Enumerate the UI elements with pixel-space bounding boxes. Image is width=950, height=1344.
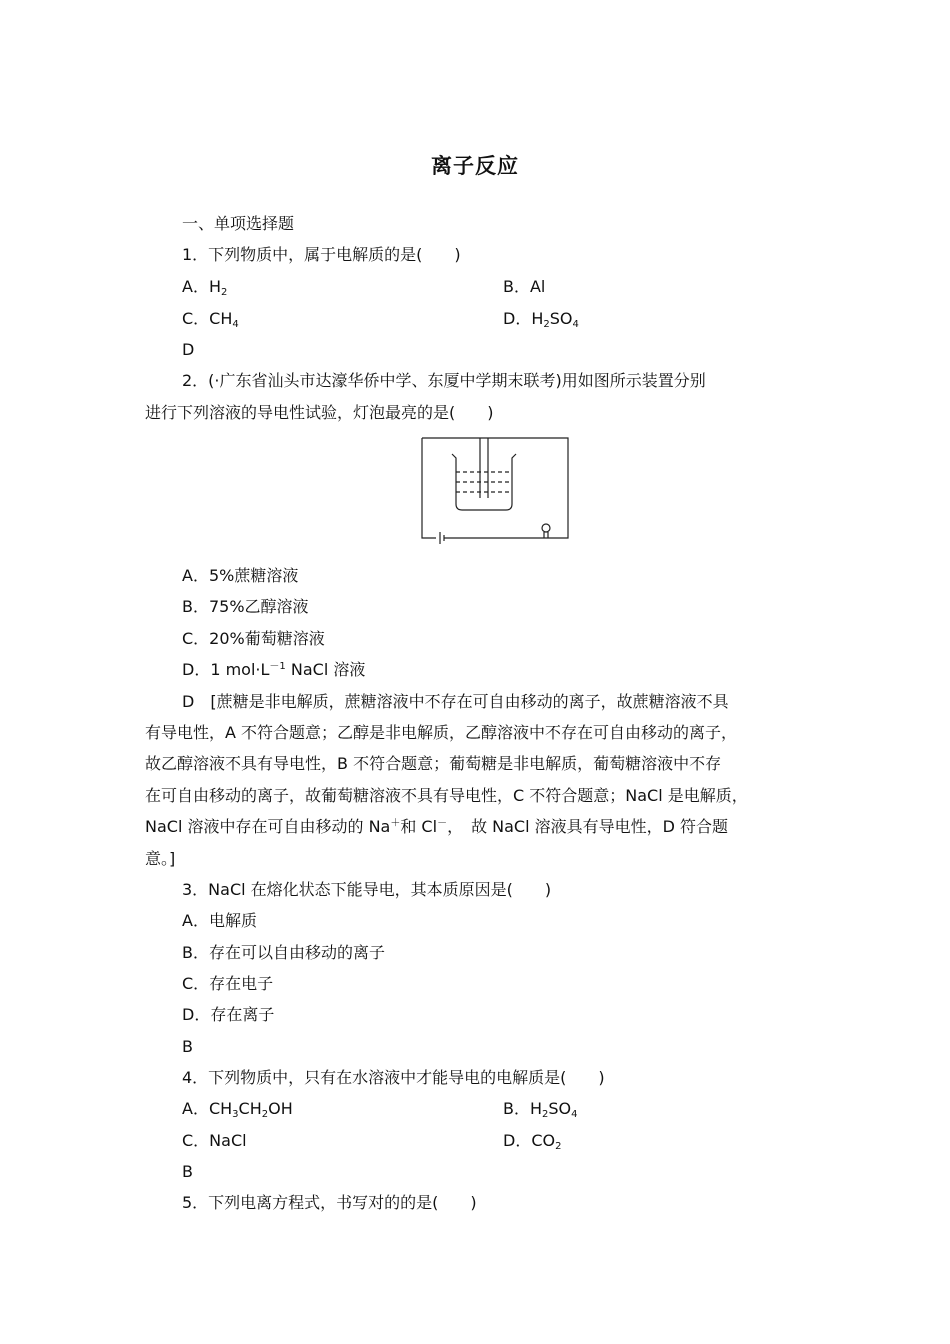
q3-option-b: B．存在可以自由移动的离子 [182,943,385,962]
q2-explanation-line5-b: 和 Cl [400,817,438,836]
q1-option-b: B．Al [503,277,546,296]
q2-option-d-text2: NaCl 溶液 [285,660,366,679]
q1-stem: 1．下列物质中，属于电解质的是( ) [182,245,461,264]
q2-explanation-line6: 意。] [145,849,176,868]
q1-option-a-sub: 2 [220,287,228,298]
q5-stem: 5．下列电离方程式，书写对的的是( ) [182,1193,477,1212]
q4-option-a-sub1: 3 [232,1109,239,1120]
q2-explanation-sup1: ＋ [390,818,401,829]
q4-option-a-text1: A．CH [182,1099,233,1118]
q1-option-c [182,308,239,330]
q2-option-d-text: D．1 mol·L [182,660,270,679]
q4-option-c: C．NaCl [182,1131,247,1150]
q1-option-c-text: C．CH [182,309,233,328]
q4-option-d-sub: 2 [555,1141,562,1152]
q3-option-a: A．电解质 [182,911,257,930]
q4-option-a [182,1098,293,1120]
q4-option-d-text: D．CO [503,1131,556,1150]
bulb-icon [542,524,550,532]
q1-option-d [503,308,579,330]
q1-option-d-sub2: 4 [572,319,579,330]
q3-answer: B [182,1037,193,1056]
q4-option-b-text2: SO [548,1099,572,1118]
q3-stem: 3．NaCl 在熔化状态下能导电，其本质原因是( ) [182,880,552,899]
q3-option-d: D．存在离子 [182,1005,275,1024]
q4-option-b-text1: B．H [503,1099,543,1118]
q1-answer: D [182,340,195,359]
circuit-wire-left [422,438,436,538]
q1-option-d-sub1: 2 [543,319,550,330]
q2-explanation-line5 [145,816,728,838]
q1-option-c-sub: 4 [232,319,239,330]
circuit-wire [422,438,568,538]
q2-explanation-line2: 有导电性，A 不符合题意；乙醇是非电解质，乙醇溶液中不存在可自由移动的离子， [145,723,738,742]
q3-option-c: C．存在电子 [182,974,274,993]
q2-explanation-line3: 故乙醇溶液不具有导电性，B 不符合题意；葡萄糖是非电解质，葡萄糖溶液中不存 [145,754,722,773]
q2-explanation-sup2: － [437,818,448,829]
q2-option-b: B．75%乙醇溶液 [182,597,309,616]
page-title: 离子反应 [431,154,519,178]
q4-option-b-sub2: 4 [571,1109,578,1120]
q2-option-a: A．5%蔗糖溶液 [182,566,299,585]
q4-stem: 4．下列物质中，只有在水溶液中才能导电的电解质是( ) [182,1068,605,1087]
q2-option-d-sup: －1 [269,661,286,672]
q1-option-d-text: D．H [503,309,544,328]
q2-explanation-line5-c: ， 故 NaCl 溶液具有导电性，D 符合题 [447,817,729,836]
q4-option-b-sub1: 2 [542,1109,549,1120]
conductivity-apparatus-figure [418,432,572,546]
q2-stem-line2: 进行下列溶液的导电性试验，灯泡最亮的是( ) [145,403,494,422]
q2-explanation-line4: 在可自由移动的离子，故葡萄糖溶液不具有导电性，C 不符合题意；NaCl 是电解质， [145,786,748,805]
q4-option-b [503,1098,578,1120]
q2-stem-line1: 2．(·广东省汕头市达濠华侨中学、东厦中学期末联考)用如图所示装置分别 [182,371,706,390]
q2-explanation-line1: D [蔗糖是非电解质，蔗糖溶液中不存在可自由移动的离子，故蔗糖溶液不具 [182,692,729,711]
q1-option-a [182,276,227,298]
q1-option-d-text2: SO [549,309,573,328]
q4-option-a-text3: OH [268,1099,293,1118]
section-heading: 一、单项选择题 [182,214,295,233]
q4-answer: B [182,1162,193,1181]
q1-option-a-text: A．H [182,277,221,296]
q4-option-a-text2: CH [238,1099,262,1118]
q2-option-c: C．20%葡萄糖溶液 [182,629,325,648]
q4-option-d [503,1130,561,1152]
q4-option-a-sub2: 2 [261,1109,269,1120]
q2-option-d [182,659,365,681]
q2-explanation-line5-a: NaCl 溶液中存在可自由移动的 Na [145,817,391,836]
